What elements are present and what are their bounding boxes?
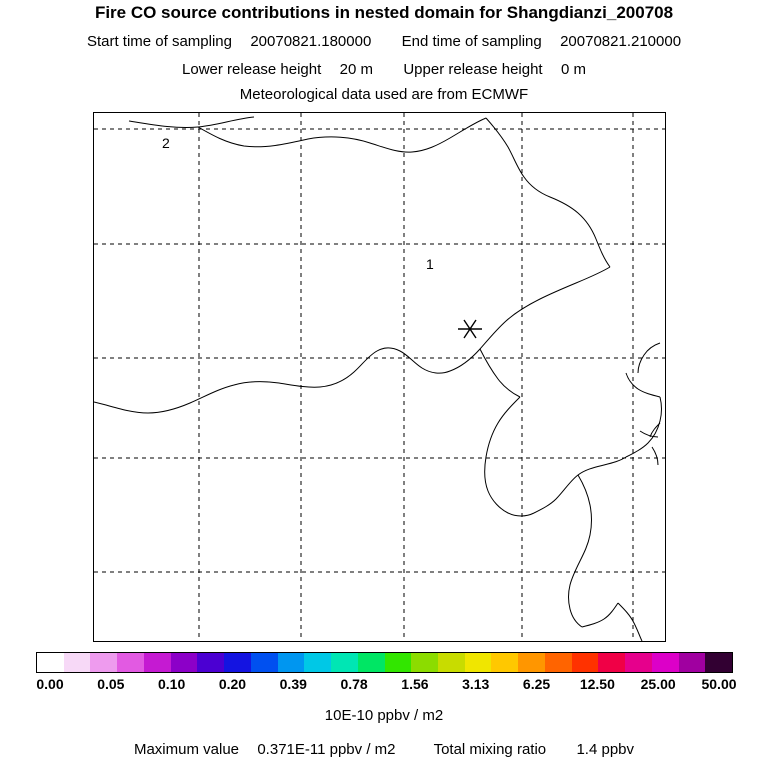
- colorbar-swatch: [465, 653, 492, 672]
- sampling-time-line: [0, 33, 768, 50]
- colorbar-swatch: [438, 653, 465, 672]
- colorbar-tick-label: 6.25: [522, 676, 551, 692]
- max-value-label: Maximum value: [133, 741, 239, 758]
- colorbar-swatch: [331, 653, 358, 672]
- colorbar-tick-label: 0.78: [340, 676, 368, 692]
- upper-release-value: 0 m: [560, 61, 586, 78]
- page-title: Fire CO source contributions in nested domain for Shangdianzi_200708: [94, 3, 674, 22]
- colorbar-tick-label: 50.00: [701, 676, 737, 692]
- start-time-value: 20070821.180000: [250, 33, 372, 50]
- colorbar-swatch: [304, 653, 331, 672]
- start-time-label: Start time of sampling: [86, 33, 232, 50]
- colorbar-tick-label: 1.56: [401, 676, 429, 692]
- colorbar-swatch: [358, 653, 385, 672]
- colorbar-swatch: [385, 653, 412, 672]
- colorbar-swatch: [171, 653, 198, 672]
- contour-label-2: 2: [162, 135, 170, 151]
- max-value: 0.371E-11 ppbv / m2: [257, 741, 396, 758]
- footer-stats: [0, 741, 768, 758]
- colorbar-swatch: [64, 653, 91, 672]
- total-ratio-label: Total mixing ratio: [433, 741, 547, 758]
- colorbar-tick-label: 0.39: [279, 676, 307, 692]
- colorbar-swatch: [679, 653, 706, 672]
- release-site-marker: [458, 320, 482, 338]
- end-time-value: 20070821.210000: [560, 33, 682, 50]
- release-height-line: [0, 61, 768, 78]
- total-ratio-value: 1.4 ppbv: [576, 741, 635, 758]
- colorbar-swatch: [545, 653, 572, 672]
- colorbar-tick-label: 25.00: [640, 676, 676, 692]
- colorbar: [36, 652, 733, 673]
- colorbar-swatch: [90, 653, 117, 672]
- met-data-line: Meteorological data used are from ECMWF: [239, 86, 529, 103]
- map-plot-area: [93, 112, 666, 642]
- end-time-label: End time of sampling: [401, 33, 542, 50]
- contour-label-1: 1: [426, 256, 434, 272]
- colorbar-unit-label: 10E-10 ppbv / m2: [324, 707, 444, 724]
- map-canvas: [94, 113, 665, 641]
- colorbar-swatch: [37, 653, 64, 672]
- upper-release-label: Upper release height: [403, 61, 543, 78]
- colorbar-tick-label: 0.10: [158, 676, 186, 692]
- colorbar-swatch: [572, 653, 599, 672]
- colorbar-swatch: [705, 653, 732, 672]
- colorbar-tick-label: 0.00: [36, 676, 64, 692]
- colorbar-swatch: [491, 653, 518, 672]
- colorbar-tick-label: 12.50: [579, 676, 615, 692]
- colorbar-swatch: [278, 653, 305, 672]
- lower-release-label: Lower release height: [182, 61, 322, 78]
- colorbar-tick-label: 0.05: [97, 676, 125, 692]
- coastline-paths: [94, 117, 662, 641]
- colorbar-swatch: [251, 653, 278, 672]
- colorbar-tick-label: 3.13: [462, 676, 490, 692]
- colorbar-swatch: [411, 653, 438, 672]
- colorbar-swatch: [117, 653, 144, 672]
- colorbar-swatch: [652, 653, 679, 672]
- lower-release-value: 20 m: [339, 61, 373, 78]
- colorbar-tick-label: 0.20: [218, 676, 247, 692]
- colorbar-swatch: [518, 653, 545, 672]
- colorbar-tick-labels: [0, 676, 768, 694]
- colorbar-swatch: [224, 653, 251, 672]
- colorbar-swatch: [144, 653, 171, 672]
- colorbar-swatch: [625, 653, 652, 672]
- colorbar-swatch: [598, 653, 625, 672]
- colorbar-swatch: [197, 653, 224, 672]
